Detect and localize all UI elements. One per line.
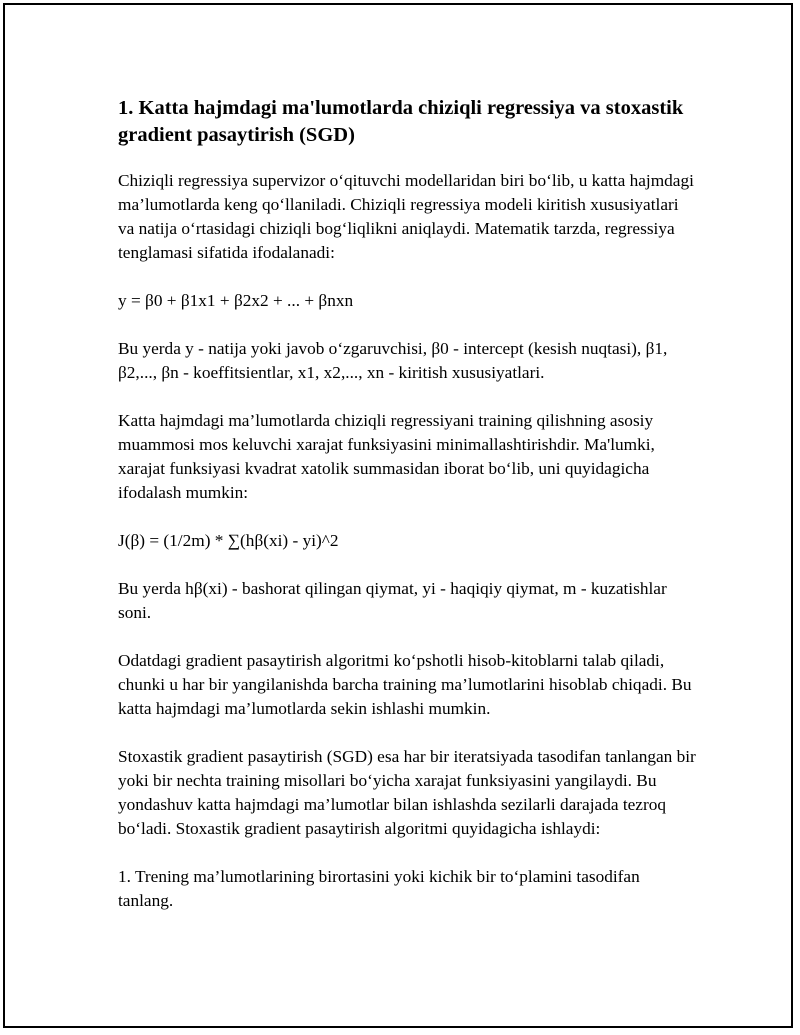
cost-function-equation: J(β) = (1/2m) * ∑(hβ(xi) - yi)^2 <box>118 531 339 550</box>
section-heading: 1. Katta hajmdagi ma'lumotlarda chiziqli regressiya va stoxastik gradient pasaytirish (SGD) <box>118 97 684 146</box>
paragraph-sgd: Stoxastik gradient pasaytirish (SGD) esa har bir iteratsiyada tasodifan tanlangan bir yoki bir nechta training misollari bo‘yicha xarajat funksiyasini yangilaydi. Bu yondashuv katta hajmdagi ma’lumotlar bilan ishlashda sezilarli darajada tezroq bo‘ladi. Stoxastik gradient pasaytirish algoritmi quyidagicha ishlaydi: <box>118 747 696 838</box>
sgd-step-1: 1. Trening ma’lumotlarining birortasini yoki kichik bir to‘plamini tasodifan tanlang. <box>118 867 640 910</box>
paragraph-cost-terms: Bu yerda hβ(xi) - bashorat qilingan qiymat, yi - haqiqiy qiymat, m - kuzatishlar soni. <box>118 579 667 622</box>
paragraph-intro: Chiziqli regressiya supervizor o‘qituvchi modellaridan biri bo‘lib, u katta hajmdagi ma’lumotlarda keng qo‘llaniladi. Chiziqli regressiya modeli kiritish xususiyatlari va natija o‘rtasidagi chiziqli bog‘liqlikni aniqlaydi. Matematik tarzda, regressiya tenglamasi sifatida ifodalanadi: <box>118 171 694 262</box>
regression-equation: y = β0 + β1x1 + β2x2 + ... + βnxn <box>118 291 354 310</box>
document-body <box>118 95 698 937</box>
paragraph-gradient-descent: Odatdagi gradient pasaytirish algoritmi ko‘pshotli hisob-kitoblarni talab qiladi, chunki u har bir yangilanishda barcha training ma’lumotlarini hisoblab chiqadi. Bu katta hajmdagi ma’lumotlarda sekin ishlashi mumkin. <box>118 651 692 718</box>
paragraph-variables: Bu yerda y - natija yoki javob o‘zgaruvchisi, β0 - intercept (kesish nuqtasi), β1, β2,..., βn - koeffitsientlar, x1, x2,..., xn - kiritish xususiyatlari. <box>118 339 668 382</box>
paragraph-cost-problem: Katta hajmdagi ma’lumotlarda chiziqli regressiyani training qilishning asosiy muammosi mos keluvchi xarajat funksiyasini minimallashtirishdir. Ma'lumki, xarajat funksiyasi kvadrat xatolik summasidan iborat bo‘lib, uni quyidagicha ifodalash mumkin: <box>118 411 655 502</box>
